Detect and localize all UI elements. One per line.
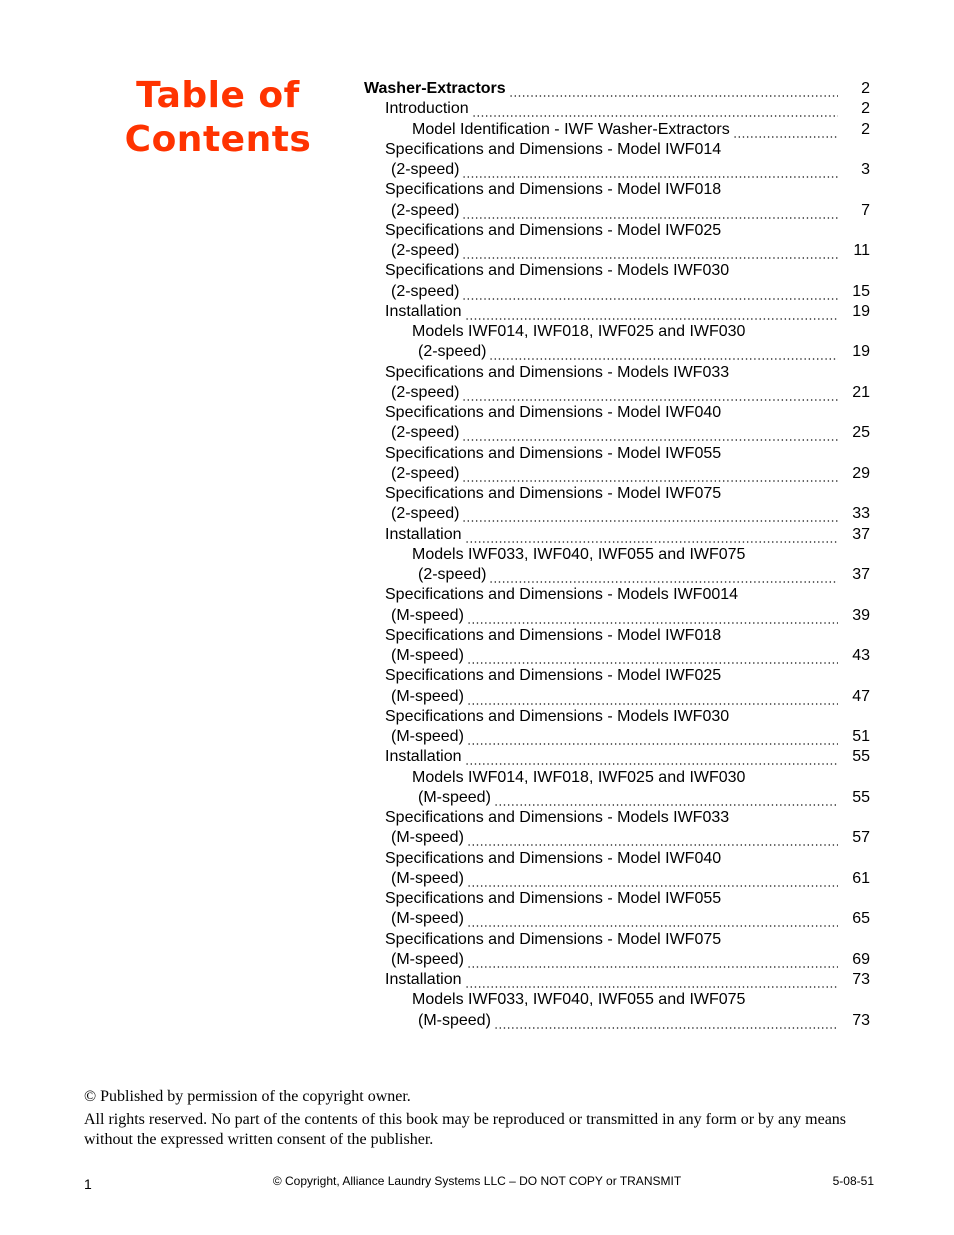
toc-entry [364, 828, 872, 848]
toc-entry [364, 1011, 872, 1031]
toc-entry-title: Specifications and Dimensions - Model IWF040 [385, 404, 722, 421]
toc-entry [364, 201, 872, 221]
toc-entry-leader [494, 788, 838, 808]
toc-entry-page: 33 [852, 505, 870, 523]
toc-entry-title: Specifications and Dimensions - Model IWF025 [385, 221, 722, 239]
toc-entry [364, 322, 872, 342]
toc-entry [364, 221, 872, 241]
toc-entry-leader [467, 828, 838, 848]
toc-entry-page: 69 [852, 950, 870, 968]
toc-entry-page: 55 [852, 748, 870, 766]
toc-entry-leader [465, 525, 838, 545]
toc-entry [364, 606, 872, 626]
toc-entry [364, 444, 872, 464]
toc-entry-title: Specifications and Dimensions - Model IWF075 [385, 485, 722, 502]
toc-entry-title: Specifications and Dimensions - Models IWF033 [385, 809, 730, 826]
toc-entry [364, 464, 872, 484]
toc-entry-page: 55 [852, 788, 870, 806]
toc-entry [364, 727, 872, 747]
toc-entry-page: 73 [852, 971, 870, 988]
toc-entry-title: Installation [385, 302, 462, 320]
toc-entry-leader [467, 727, 838, 747]
toc-entry [364, 140, 872, 160]
toc-entry [364, 403, 872, 423]
toc-entry-leader [467, 950, 838, 970]
toc-entry-leader [467, 869, 838, 889]
toc-entry-page: 37 [852, 525, 870, 543]
toc-entry [364, 646, 872, 666]
toc-entry [364, 525, 872, 545]
toc-entry [364, 707, 872, 727]
toc-entry-title: (M-speed) [418, 788, 491, 806]
toc-entry-title: Specifications and Dimensions - Model IWF055 [385, 444, 722, 462]
toc-entry-leader [465, 302, 838, 322]
toc-entry-leader [467, 909, 838, 929]
toc-entry-leader [462, 464, 838, 484]
toc-entry-title: (M-speed) [391, 606, 464, 624]
toc-entry [364, 849, 872, 869]
toc-entry [364, 869, 872, 889]
toc-entry-title: Installation [385, 525, 462, 543]
toc-entry-leader [462, 160, 838, 180]
toc-entry-page: 43 [852, 647, 870, 664]
toc-entry-title: (M-speed) [391, 950, 464, 968]
toc-entry-page: 47 [852, 687, 870, 705]
toc-entry [364, 768, 872, 788]
toc-entry-title: (M-speed) [391, 647, 464, 664]
toc-entry [364, 950, 872, 970]
toc-entry-page: 29 [852, 464, 870, 482]
toc-entry-page: 19 [852, 343, 870, 361]
toc-entry-title: (2-speed) [391, 242, 460, 259]
footer-page-number: 1 [84, 1176, 92, 1192]
toc-entry-leader [465, 970, 838, 990]
toc-entry-page: 51 [852, 728, 870, 745]
toc-entry-title: Specifications and Dimensions - Model IWF040 [385, 849, 722, 867]
toc-entry [364, 241, 872, 261]
toc-entry-title: Specifications and Dimensions - Model IWF055 [385, 890, 722, 907]
toc-entry [364, 687, 872, 707]
toc-entry [364, 423, 872, 443]
toc-entry-title: Specifications and Dimensions - Model IWF018 [385, 626, 722, 644]
toc-entry [364, 545, 872, 565]
toc-entry [364, 990, 872, 1010]
toc-entry-title: (2-speed) [418, 566, 487, 583]
toc-entry [364, 302, 872, 322]
toc-entry [364, 504, 872, 524]
toc-entry [364, 261, 872, 281]
toc-entry [364, 180, 872, 200]
toc-entry-leader [465, 747, 838, 767]
toc-entry-title: Installation [385, 971, 462, 988]
toc-entry-title: Specifications and Dimensions - Models IWF0014 [385, 586, 739, 604]
publish-notice: © Published by permission of the copyright owner. [84, 1088, 411, 1105]
page-title-line1: Table of [136, 75, 300, 116]
toc-entry-title: (2-speed) [418, 343, 487, 361]
toc-entry-title: Washer-Extractors [364, 80, 506, 97]
toc-entry-leader [462, 201, 838, 221]
toc-entry-leader [462, 383, 838, 403]
toc-entry-title: Models IWF014, IWF018, IWF025 and IWF030 [412, 768, 746, 786]
toc-entry-title: Models IWF033, IWF040, IWF055 and IWF075 [412, 545, 746, 563]
toc-entry-title: (M-speed) [391, 869, 464, 887]
toc-entry-title: Specifications and Dimensions - Model IWF014 [385, 140, 722, 158]
toc-entry [364, 565, 872, 585]
toc-entry-title: Specifications and Dimensions - Model IWF025 [385, 667, 722, 685]
toc-entry-page: 2 [861, 80, 870, 97]
toc-entry-title: (2-speed) [391, 505, 460, 523]
toc-entry-leader [509, 79, 838, 99]
toc-entry [364, 666, 872, 686]
toc-entry-title: Specifications and Dimensions - Models IWF030 [385, 262, 730, 280]
toc-entry-title: (2-speed) [391, 464, 460, 482]
toc-entry [364, 747, 872, 767]
toc-entry [364, 889, 872, 909]
toc-entry-title: Models IWF014, IWF018, IWF025 and IWF030 [412, 323, 746, 340]
toc-entry-title: Specifications and Dimensions - Model IWF075 [385, 930, 722, 948]
toc-entry-page: 25 [852, 424, 870, 442]
toc-entry [364, 484, 872, 504]
toc-entry-leader [733, 120, 838, 140]
toc-entry [364, 383, 872, 403]
toc-entry-page: 39 [852, 606, 870, 624]
toc-entry [364, 160, 872, 180]
toc-entry-page: 2 [861, 100, 870, 118]
toc-entry-title: (M-speed) [418, 1011, 491, 1029]
toc-entry-title: (2-speed) [391, 424, 460, 442]
toc-entry [364, 282, 872, 302]
rights-notice: All rights reserved. No part of the contents of this book may be reproduced or transmitted in any form or by any means without the expressed written consent of the publisher. [84, 1111, 847, 1148]
toc-entry [364, 585, 872, 605]
toc-entry-page: 21 [852, 383, 870, 401]
toc-entry-title: (2-speed) [391, 282, 460, 300]
footer-copyright: © Copyright, Alliance Laundry Systems LLC – DO NOT COPY or TRANSMIT [272, 1174, 682, 1188]
toc-entry-page: 19 [852, 302, 870, 320]
toc-entry [364, 120, 872, 140]
toc-entry-title: Specifications and Dimensions - Models IWF033 [385, 363, 730, 381]
toc-entry-title: (2-speed) [391, 383, 460, 401]
toc-entry-page: 65 [852, 910, 870, 928]
toc-entry [364, 363, 872, 383]
toc-entry [364, 909, 872, 929]
toc-entry-title: Model Identification - IWF Washer-Extractors [412, 120, 730, 138]
toc-entry-title: (M-speed) [391, 829, 464, 847]
toc-entry-title: Specifications and Dimensions - Model IWF018 [385, 181, 722, 199]
toc-entry-title: (M-speed) [391, 728, 464, 745]
page-title-line2: Contents [124, 119, 312, 160]
toc-entry-title: (2-speed) [391, 201, 460, 219]
page-title [100, 74, 336, 162]
toc-entry-page: 57 [852, 829, 870, 847]
toc-entry [364, 626, 872, 646]
toc-entry [364, 930, 872, 950]
toc-entry [364, 342, 872, 362]
toc-entry-leader [467, 606, 838, 626]
toc-entry-leader [462, 423, 838, 443]
toc-entry-leader [489, 342, 838, 362]
toc-entry-page: 2 [861, 120, 870, 138]
toc-entry-title: Introduction [385, 100, 469, 118]
toc-entry-title: Models IWF033, IWF040, IWF055 and IWF075 [412, 991, 746, 1009]
toc-entry-page: 3 [861, 161, 870, 178]
toc-entry-leader [467, 687, 838, 707]
toc-entry-page: 7 [861, 201, 870, 219]
toc-entry-leader [462, 241, 838, 261]
toc-entry-title: (M-speed) [391, 910, 464, 928]
toc-entry-page: 73 [852, 1011, 870, 1029]
toc-entry-page: 61 [852, 869, 870, 887]
toc-entry-leader [472, 99, 838, 119]
toc-entry-title: Installation [385, 748, 462, 766]
toc-entry-page: 37 [852, 566, 870, 583]
toc-entry-title: (M-speed) [391, 687, 464, 705]
toc-entry [364, 808, 872, 828]
toc-entry-leader [467, 646, 838, 666]
toc-entry-page: 11 [853, 242, 870, 259]
toc-entry-leader [462, 504, 838, 524]
toc-entry-leader [489, 565, 838, 585]
toc-entry [364, 79, 872, 99]
table-of-contents [364, 79, 872, 1031]
toc-entry-leader [494, 1011, 838, 1031]
toc-entry-title: Specifications and Dimensions - Models IWF030 [385, 707, 730, 725]
toc-entry [364, 970, 872, 990]
toc-entry-title: (2-speed) [391, 161, 460, 178]
toc-entry-leader [462, 282, 838, 302]
footer-doc-code: 5-08-51 [832, 1174, 874, 1188]
toc-entry-page: 15 [852, 282, 870, 300]
toc-entry [364, 99, 872, 119]
toc-entry [364, 788, 872, 808]
